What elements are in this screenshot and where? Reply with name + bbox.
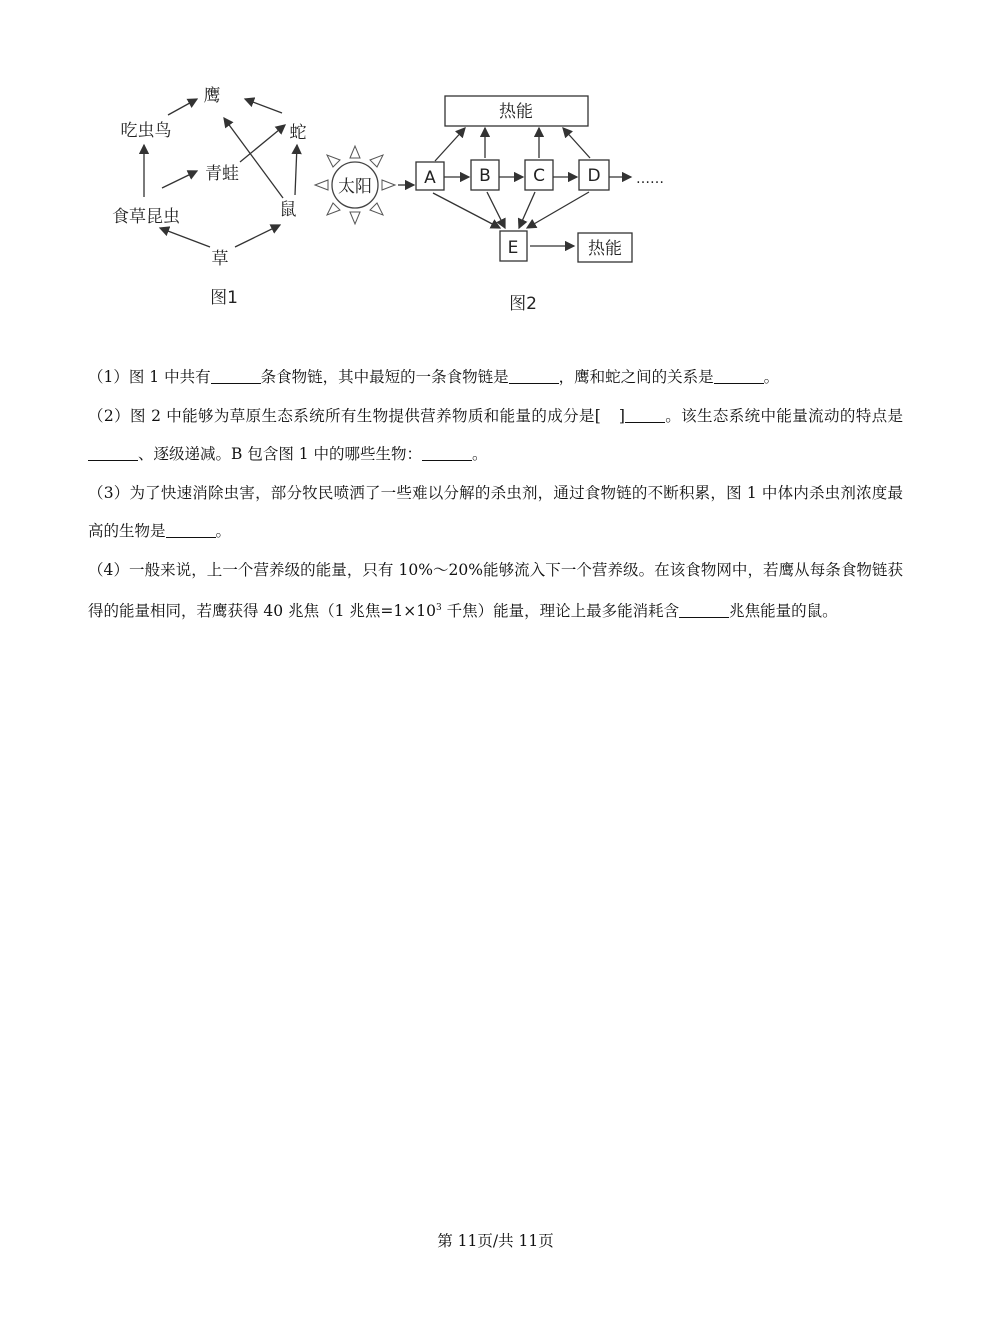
question-1: （1）图 1 中共有 条食物链，其中最短的一条食物链是 ，鹰和蛇之间的关系是 。 [88, 368, 780, 386]
node-e: E [507, 238, 519, 258]
organism-eagle: 鹰 [203, 86, 221, 106]
answer-blank[interactable] [422, 444, 472, 461]
heat-energy-top: 热能 [499, 102, 533, 122]
node-d: D [587, 166, 601, 186]
answer-blank[interactable] [679, 601, 729, 618]
figure-1-caption: 图1 [210, 288, 238, 308]
sun-label: 太阳 [338, 177, 372, 197]
answer-blank[interactable] [88, 444, 138, 461]
organism-snake: 蛇 [289, 123, 307, 143]
arrow-grass-insect [160, 228, 210, 247]
organism-insectivorous-bird: 吃虫鸟 [120, 121, 172, 141]
figure-1-food-web [100, 75, 330, 310]
node-c: C [533, 166, 545, 186]
arrow-d-heat [563, 128, 590, 158]
arrow-mouse-eagle [224, 118, 283, 198]
energy-flow-diagram [305, 88, 670, 313]
node-a: A [424, 168, 436, 188]
page-footer: 第 11页/共 11页 [437, 1232, 554, 1250]
question-4: （4）一般来说，上一个营养级的能量，只有 10%～20%能够流入下一个营养级。在该食物网中，若鹰从每条食物链获得的能量相同，若鹰获得 40 兆焦（1 兆焦$=1\times 10^3$ 千焦）能量，理论上最多能消耗含 兆焦能量的鼠。 [88, 560, 903, 620]
arrow-bird-eagle [168, 99, 197, 115]
answer-blank[interactable] [714, 367, 764, 384]
answer-blank[interactable] [166, 521, 216, 538]
arrow-insect-frog [162, 171, 197, 188]
chain-ellipsis: …… [636, 171, 664, 187]
organism-grass: 草 [211, 249, 229, 269]
organism-frog: 青蛙 [205, 164, 239, 184]
answer-blank[interactable] [211, 367, 261, 384]
arrow-mouse-snake [295, 145, 297, 195]
arrow-c-e [519, 192, 535, 228]
arrow-a-heat [435, 128, 465, 161]
arrow-d-e [527, 192, 589, 228]
organism-herbivorous-insect: 食草昆虫 [112, 207, 180, 227]
arrow-snake-eagle [245, 99, 282, 113]
question-2: （2）图 2 中能够为草原生态系统所有生物提供营养物质和能量的成分是[ ] 。该生态系统中能量流动的特点是、逐级递减。B 包含图 1 中的哪些生物： 。 [88, 406, 903, 463]
figure-2-caption: 图2 [509, 294, 537, 314]
figure-2-energy-flow [305, 88, 670, 313]
food-web-diagram [100, 75, 330, 310]
arrow-grass-mouse [235, 225, 280, 247]
heat-energy-bottom: 热能 [588, 239, 622, 259]
organism-mouse: 鼠 [279, 200, 297, 220]
question-3: （3）为了快速消除虫害，部分牧民喷洒了一些难以分解的杀虫剂，通过食物链的不断积累，图 1 中体内杀虫剂浓度最高的生物是 。 [88, 483, 903, 540]
node-b: B [479, 166, 491, 186]
sun-icon [315, 146, 395, 224]
arrow-frog-snake [240, 125, 285, 162]
question-list [88, 358, 903, 631]
answer-blank[interactable] [509, 367, 559, 384]
answer-blank[interactable] [625, 405, 665, 422]
